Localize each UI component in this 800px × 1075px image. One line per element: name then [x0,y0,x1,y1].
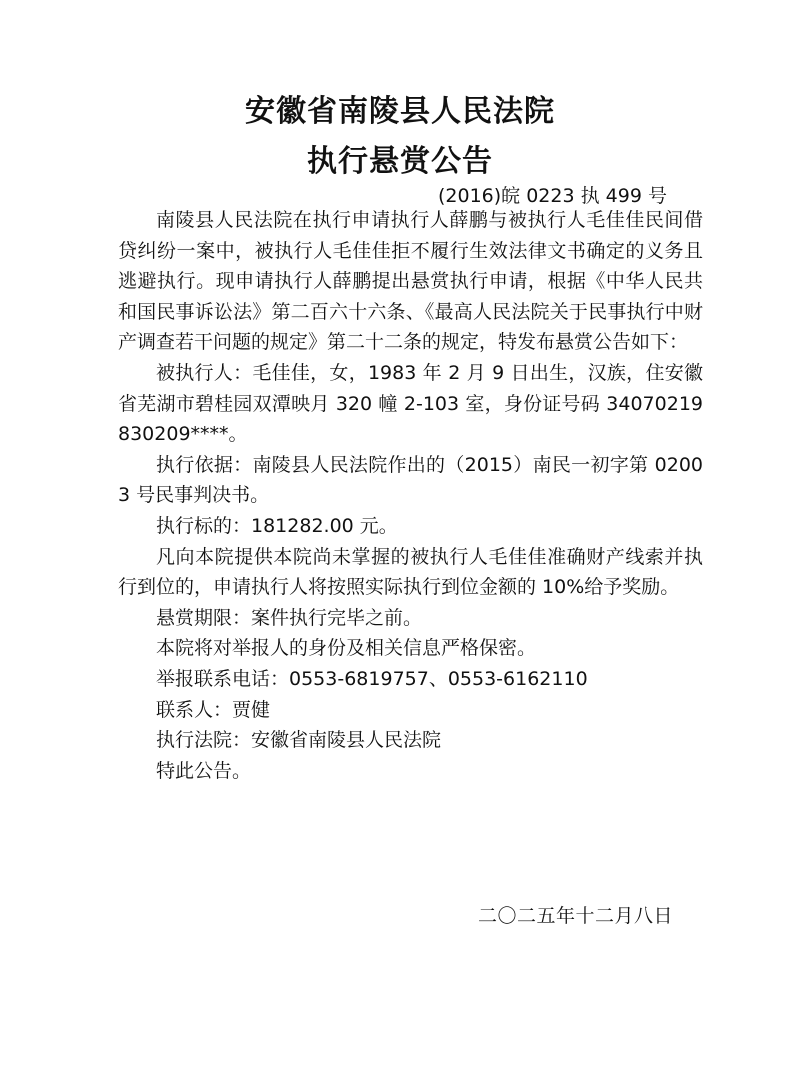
contact-person-paragraph: 联系人：贾健 [156,698,271,721]
hotline-paragraph: 举报联系电话：0553-6819757、0553-6162110 [156,667,588,690]
case-number: (2016)皖 0223 执 499 号 [438,185,667,207]
reward-paragraph: 凡向本院提供本院尚未掌握的被执行人毛佳佳准确财产线索并执行到位的，申请执行人将按照实际执行到位金额的 10%给予奖励。 [118,545,703,599]
court-name-title: 安徽省南陵县人民法院 [245,94,555,129]
execution-basis-paragraph: 执行依据：南陵县人民法院作出的（2015）南民一初字第 02003 号民事判决书。 [118,453,703,507]
reward-period-paragraph: 悬赏期限：案件执行完毕之前。 [156,606,423,629]
executing-court-paragraph: 执行法院：安徽省南陵县人民法院 [156,729,442,752]
execution-amount-paragraph: 执行标的：181282.00 元。 [156,514,398,537]
notice-body [118,205,703,786]
closing-paragraph: 特此公告。 [156,759,252,782]
notice-date: 二〇二五年十二月八日 [478,905,674,927]
intro-paragraph: 南陵县人民法院在执行申请执行人薛鹏与被执行人毛佳佳民间借贷纠纷一案中，被执行人毛佳佳拒不履行生效法律文书确定的义务且逃避执行。现申请执行人薛鹏提出悬赏执行申请，根据《中华人民共和国民事诉讼法》第二百六十六条、《最高人民法院关于民事执行中财产调查若干问题的规定》第二十二条的规定，特发布悬赏公告如下： [118,209,703,354]
debtor-info-paragraph: 被执行人：毛佳佳，女，1983 年 2 月 9 日出生，汉族，住安徽省芜湖市碧桂园双潭映月 320 幢 2-103 室，身份证号码 34070219830209****。 [118,361,703,446]
confidentiality-paragraph: 本院将对举报人的身份及相关信息严格保密。 [156,637,537,660]
notice-title: 执行悬赏公告 [307,144,493,179]
